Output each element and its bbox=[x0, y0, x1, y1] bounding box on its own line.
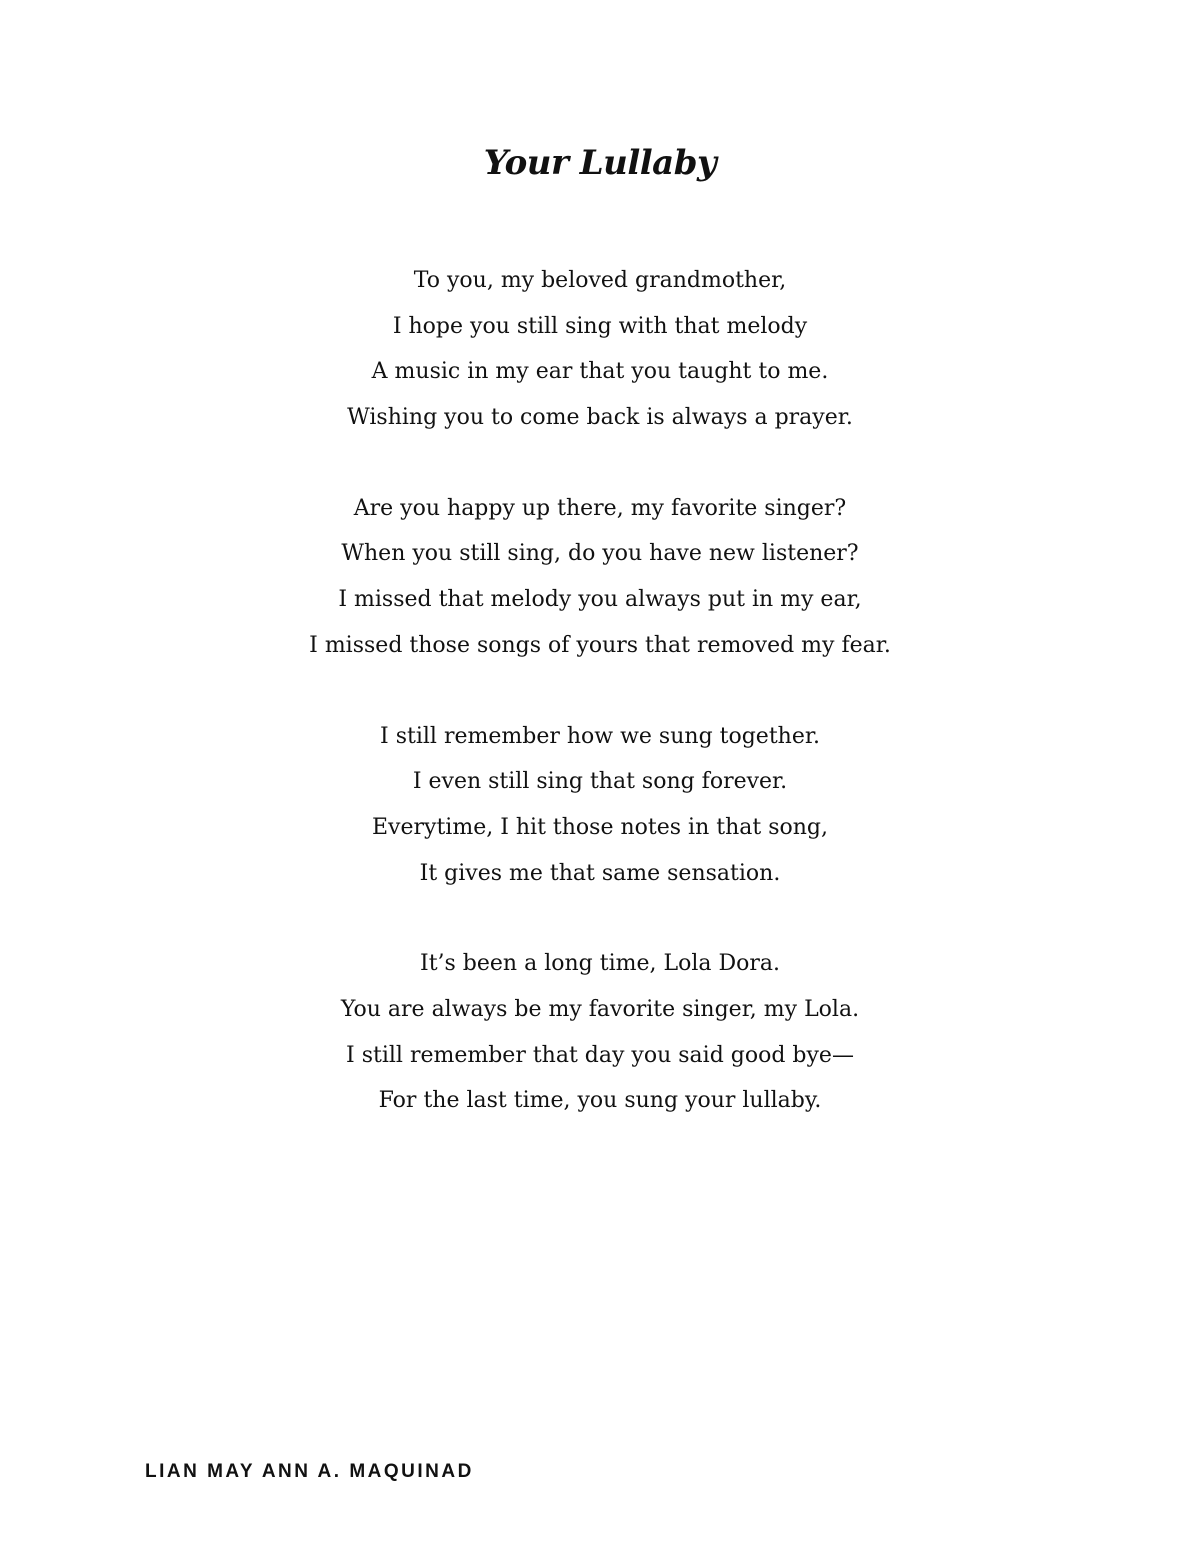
poem-body bbox=[0, 258, 1200, 1169]
poem-line: I even still sing that song forever. bbox=[412, 769, 788, 795]
poem-line: I still remember that day you said good bye— bbox=[346, 1042, 854, 1068]
poem-line: I missed those songs of yours that removed my fear. bbox=[309, 632, 891, 658]
poem-line: I still remember how we sung together. bbox=[380, 723, 820, 749]
author-name: LIAN MAY ANN A. MAQUINAD bbox=[145, 1461, 474, 1482]
poem-line: To you, my beloved grandmother, bbox=[413, 268, 787, 293]
poem-line: It gives me that same sensation. bbox=[419, 860, 781, 886]
poem-line: For the last time, you sung your lullaby. bbox=[378, 1088, 822, 1114]
poem-line: Are you happy up there, my favorite singer? bbox=[353, 495, 847, 521]
poem-line: You are always be my favorite singer, my Lola. bbox=[340, 996, 860, 1022]
stanza-2 bbox=[0, 486, 1200, 669]
stanza-1 bbox=[0, 258, 1200, 441]
poem-line: I hope you still sing with that melody bbox=[392, 313, 808, 339]
poem-line: When you still sing, do you have new listener? bbox=[341, 541, 859, 567]
stanza-3 bbox=[0, 714, 1200, 897]
poem-line: Everytime, I hit those notes in that song, bbox=[372, 814, 828, 840]
stanza-4 bbox=[0, 941, 1200, 1124]
poem-line: A music in my ear that you taught to me. bbox=[371, 359, 829, 385]
poem-line: It’s been a long time, Lola Dora. bbox=[420, 951, 780, 977]
poem-title: Your Lullaby bbox=[483, 143, 717, 183]
poem-line: Wishing you to come back is always a prayer. bbox=[347, 405, 853, 431]
poem-line: I missed that melody you always put in my ear, bbox=[338, 587, 862, 613]
